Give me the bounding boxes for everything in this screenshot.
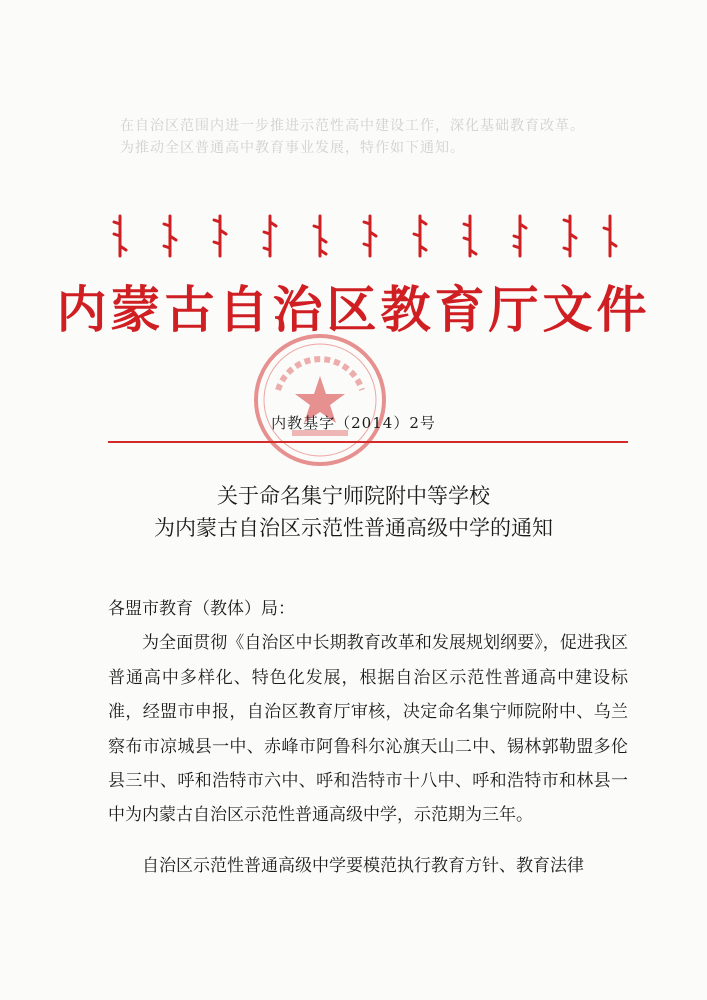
mongolian-glyph	[164, 216, 176, 256]
subject-line-1: 关于命名集宁师院附中等学校	[217, 484, 490, 508]
mongolian-glyph	[604, 216, 616, 256]
official-seal-stamp	[250, 330, 390, 470]
reverse-side-bleed-through	[120, 115, 640, 159]
mongolian-glyph	[314, 216, 326, 256]
mongolian-glyph	[364, 216, 376, 256]
mongolian-glyph	[564, 216, 576, 256]
mongolian-glyph	[464, 216, 476, 256]
document-subject	[0, 480, 707, 544]
paragraph-2: 自治区示范性普通高级中学要模范执行教育方针、教育法律	[142, 855, 584, 876]
salutation: 各盟市教育（教体）局：	[108, 599, 295, 619]
subject-line-2: 为内蒙古自治区示范性普通高级中学的通知	[154, 516, 553, 540]
paragraph-1: 为全面贯彻《自治区中长期教育改革和发展规划纲要》，促进我区普通高中多样化、特色化发展，根据自治区示范性普通高中建设标准，经盟市申报，自治区教育厅审核，决定命名集宁师院附中、乌兰察布市凉城县一中、赤峰市阿鲁科尔沁旗天山二中、锡林郭勒盟多伦县三中、呼和浩特市六中、呼和浩特市十八中、呼和浩特市和林县一中为内蒙古自治区示范性普通高级中学，示范期为三年。	[108, 633, 628, 826]
mongolian-glyph	[264, 216, 276, 256]
bleed-line: 在自治区范围内进一步推进示范性高中建设工作，深化基础教育改革。	[120, 118, 585, 134]
red-divider-line	[108, 441, 628, 443]
mongolian-glyph	[114, 216, 126, 256]
mongolian-glyph	[414, 216, 426, 256]
document-body	[108, 592, 628, 883]
mongolian-script-heading	[100, 212, 620, 260]
document-number: 内教基字（2014）2号	[271, 414, 436, 432]
mongolian-glyph	[214, 216, 226, 256]
document-title: 内蒙古自治区教育厅文件	[56, 280, 651, 339]
bleed-line: 为推动全区普通高中教育事业发展，特作如下通知。	[120, 140, 465, 156]
mongolian-glyph	[514, 216, 526, 256]
